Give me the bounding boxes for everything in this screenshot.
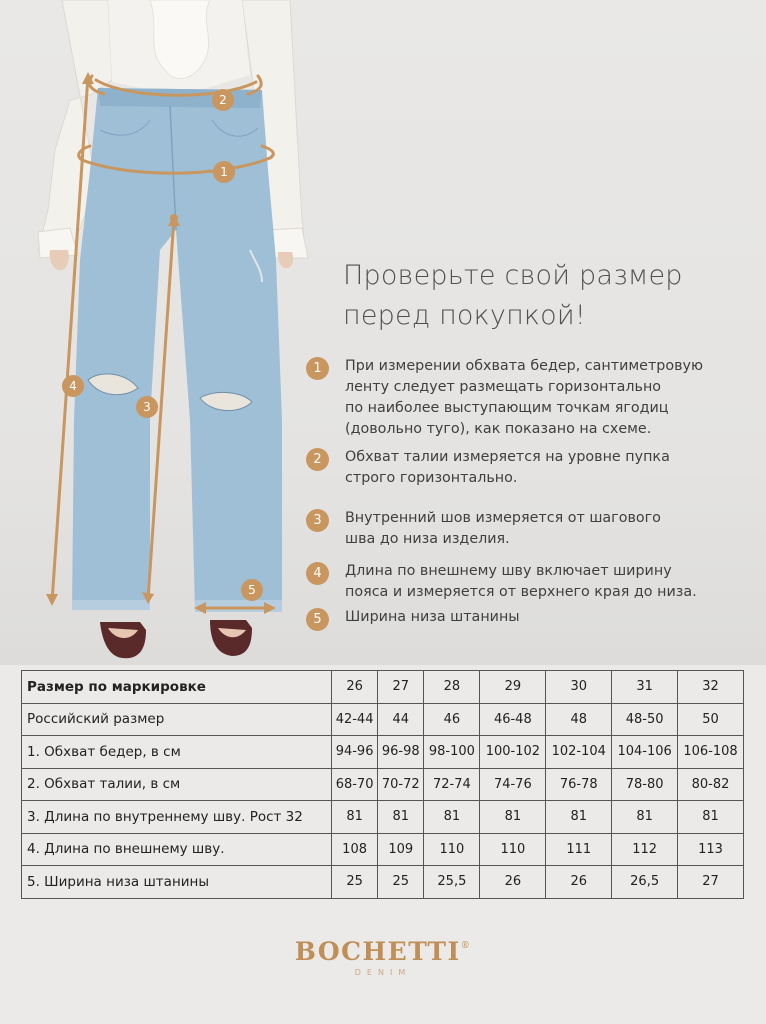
table-header-cell: 31 [612, 671, 678, 704]
table-cell: 78-80 [612, 768, 678, 801]
table-cell: 100-102 [480, 736, 546, 769]
figure-marker-1 [213, 161, 235, 183]
note-line: Внутренний шов измеряется от шагового [345, 510, 661, 526]
note-text-5 [345, 607, 520, 628]
note-line: (довольно туго), как показано на схеме. [345, 421, 652, 437]
table-cell: 3. Длина по внутреннему шву. Рост 32 [22, 801, 332, 834]
table-cell: 111 [546, 833, 612, 866]
table-cell: 109 [378, 833, 424, 866]
note-5 [306, 607, 520, 631]
table-cell: 110 [424, 833, 480, 866]
table-cell: 110 [480, 833, 546, 866]
note-line: по наиболее выступающим точкам ягодиц [345, 400, 669, 416]
note-line: Длина по внешнему шву включает ширину [345, 563, 672, 579]
table-header-cell: 30 [546, 671, 612, 704]
table-row [22, 801, 744, 834]
table-cell: 68-70 [332, 768, 378, 801]
table-cell: 81 [678, 801, 744, 834]
table-cell: 44 [378, 703, 424, 736]
table-header-cell: 29 [480, 671, 546, 704]
figure-marker-5 [241, 579, 263, 601]
note-line: ленту следует размещать горизонтально [345, 379, 662, 395]
table-cell: 25 [378, 866, 424, 899]
table-header-cell: 27 [378, 671, 424, 704]
table-cell: 72-74 [424, 768, 480, 801]
figure-marker-3 [136, 396, 158, 418]
table-header-cell: Размер по маркировке [22, 671, 332, 704]
table-cell: Российский размер [22, 703, 332, 736]
note-line: Ширина низа штанины [345, 609, 520, 625]
note-line: При измерении обхвата бедер, сантиметровую [345, 358, 704, 374]
note-line: шва до низа изделия. [345, 531, 510, 547]
table-cell: 42-44 [332, 703, 378, 736]
table-cell: 5. Ширина низа штанины [22, 866, 332, 899]
table-header-cell: 32 [678, 671, 744, 704]
table-cell: 104-106 [612, 736, 678, 769]
table-cell: 70-72 [378, 768, 424, 801]
table-cell: 102-104 [546, 736, 612, 769]
table-cell: 26 [546, 866, 612, 899]
table-cell: 108 [332, 833, 378, 866]
note-number-5: 5 [306, 608, 329, 631]
svg-text:3: 3 [143, 400, 151, 414]
table-cell: 76-78 [546, 768, 612, 801]
note-text-1 [345, 356, 703, 440]
note-number-2: 2 [306, 448, 329, 471]
table-cell: 113 [678, 833, 744, 866]
table-cell: 26,5 [612, 866, 678, 899]
note-number-1: 1 [306, 357, 329, 380]
table-cell: 80-82 [678, 768, 744, 801]
note-3 [306, 508, 661, 550]
table-header-cell: 26 [332, 671, 378, 704]
table-cell: 2. Обхват талии, в см [22, 768, 332, 801]
table-cell: 74-76 [480, 768, 546, 801]
note-text-2 [345, 447, 670, 489]
note-4 [306, 561, 697, 603]
table-cell: 81 [332, 801, 378, 834]
table-row [22, 833, 744, 866]
table-cell: 25,5 [424, 866, 480, 899]
table-cell: 46 [424, 703, 480, 736]
size-table [21, 670, 744, 899]
table-cell: 1. Обхват бедер, в см [22, 736, 332, 769]
svg-text:2: 2 [219, 93, 227, 107]
figure-marker-2 [212, 89, 234, 111]
logo-registered-mark: ® [460, 941, 472, 951]
note-text-4 [345, 561, 697, 603]
title-line-1: Проверьте свой размер [343, 260, 683, 291]
table-cell: 81 [378, 801, 424, 834]
table-header-row [22, 671, 744, 704]
table-cell: 26 [480, 866, 546, 899]
table-cell: 48-50 [612, 703, 678, 736]
svg-text:4: 4 [69, 379, 77, 393]
note-text-3 [345, 508, 661, 550]
table-cell: 106-108 [678, 736, 744, 769]
table-cell: 94-96 [332, 736, 378, 769]
table-header-cell: 28 [424, 671, 480, 704]
note-2 [306, 447, 670, 489]
table-row [22, 768, 744, 801]
table-cell: 4. Длина по внешнему шву. [22, 833, 332, 866]
note-line: пояса и измеряется от верхнего края до низа. [345, 584, 697, 600]
note-number-3: 3 [306, 509, 329, 532]
logo-wordmark [295, 937, 471, 966]
title-line-2: перед покупкой! [343, 300, 586, 331]
table-row [22, 866, 744, 899]
table-cell: 81 [480, 801, 546, 834]
note-line: Обхват талии измеряется на уровне пупка [345, 449, 670, 465]
svg-text:5: 5 [248, 583, 256, 597]
table-cell: 81 [424, 801, 480, 834]
page-title [343, 256, 753, 336]
table-cell: 48 [546, 703, 612, 736]
table-row [22, 736, 744, 769]
figure-marker-4 [62, 375, 84, 397]
table-row [22, 703, 744, 736]
table-cell: 81 [612, 801, 678, 834]
note-1 [306, 356, 703, 440]
logo-subtitle: DENIM [354, 968, 412, 977]
brand-logo [0, 937, 766, 977]
table-cell: 96-98 [378, 736, 424, 769]
svg-text:1: 1 [220, 165, 228, 179]
table-cell: 50 [678, 703, 744, 736]
note-number-4: 4 [306, 562, 329, 585]
table-cell: 27 [678, 866, 744, 899]
logo-brand: BOCHETTI [294, 937, 461, 966]
table-cell: 98-100 [424, 736, 480, 769]
table-cell: 112 [612, 833, 678, 866]
table-cell: 81 [546, 801, 612, 834]
table-cell: 25 [332, 866, 378, 899]
table-cell: 46-48 [480, 703, 546, 736]
note-line: строго горизонтально. [345, 470, 518, 486]
